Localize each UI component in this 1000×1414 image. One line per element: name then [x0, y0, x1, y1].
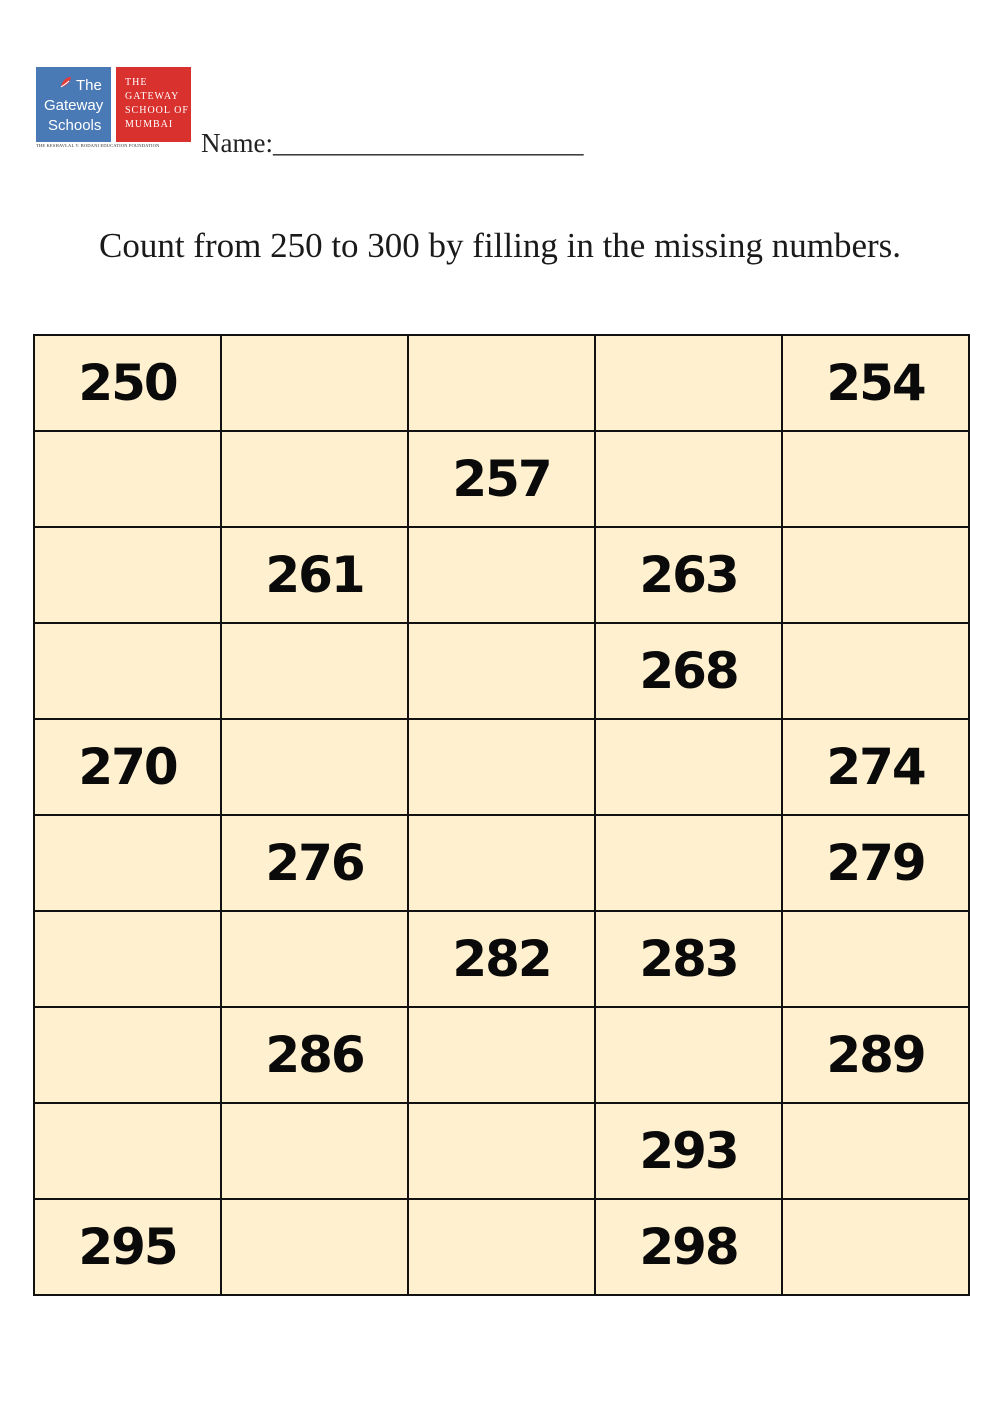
- logo-left-line1: The: [76, 77, 102, 94]
- blank-answer-cell[interactable]: [221, 1199, 408, 1295]
- blank-answer-cell[interactable]: [782, 431, 969, 527]
- grid-row: [34, 1007, 969, 1103]
- blank-answer-cell[interactable]: [34, 1103, 221, 1199]
- blank-answer-cell[interactable]: [408, 1199, 595, 1295]
- grid-row: [34, 335, 969, 431]
- blank-answer-cell[interactable]: [221, 335, 408, 431]
- blank-answer-cell[interactable]: [782, 911, 969, 1007]
- given-number-cell: 295: [34, 1199, 221, 1295]
- given-number-cell: 263: [595, 527, 782, 623]
- given-number-cell: 254: [782, 335, 969, 431]
- instruction-text: Count from 250 to 300 by filling in the missing numbers.: [98, 226, 902, 265]
- logo-right-line4: MUMBAI: [125, 119, 174, 130]
- blank-answer-cell[interactable]: [408, 1007, 595, 1103]
- school-logo: [36, 67, 192, 151]
- gateway-schools-logo: [36, 67, 111, 142]
- grid-row: [34, 719, 969, 815]
- given-number-cell: 286: [221, 1007, 408, 1103]
- gateway-school-mumbai-logo: [116, 67, 191, 142]
- logo-left-line2: Gateway: [44, 97, 104, 114]
- grid-row: [34, 527, 969, 623]
- blank-answer-cell[interactable]: [782, 1199, 969, 1295]
- leaf-icon: [60, 76, 72, 88]
- blank-answer-cell[interactable]: [408, 815, 595, 911]
- grid-row: [34, 911, 969, 1007]
- given-number-cell: 257: [408, 431, 595, 527]
- blank-answer-cell[interactable]: [34, 911, 221, 1007]
- blank-answer-cell[interactable]: [221, 623, 408, 719]
- given-number-cell: 298: [595, 1199, 782, 1295]
- blank-answer-cell[interactable]: [408, 335, 595, 431]
- blank-answer-cell[interactable]: [221, 1103, 408, 1199]
- blank-answer-cell[interactable]: [34, 431, 221, 527]
- name-field[interactable]: Name:_______________________: [201, 128, 584, 158]
- blank-answer-cell[interactable]: [782, 623, 969, 719]
- given-number-cell: 279: [782, 815, 969, 911]
- blank-answer-cell[interactable]: [595, 719, 782, 815]
- blank-answer-cell[interactable]: [408, 719, 595, 815]
- given-number-cell: 270: [34, 719, 221, 815]
- blank-answer-cell[interactable]: [34, 1007, 221, 1103]
- blank-answer-cell[interactable]: [408, 527, 595, 623]
- grid-row: [34, 1103, 969, 1199]
- given-number-cell: 282: [408, 911, 595, 1007]
- blank-answer-cell[interactable]: [595, 815, 782, 911]
- blank-answer-cell[interactable]: [34, 527, 221, 623]
- blank-answer-cell[interactable]: [782, 1103, 969, 1199]
- given-number-cell: 274: [782, 719, 969, 815]
- blank-answer-cell[interactable]: [34, 815, 221, 911]
- logo-foundation-text: THE KESHAVLAL V. BODANI EDUCATION FOUNDATION: [36, 143, 160, 148]
- blank-answer-cell[interactable]: [408, 623, 595, 719]
- given-number-cell: 268: [595, 623, 782, 719]
- logo-right-line3: SCHOOL OF: [125, 105, 189, 116]
- logo-left-line3: Schools: [48, 117, 102, 134]
- blank-answer-cell[interactable]: [221, 911, 408, 1007]
- given-number-cell: 261: [221, 527, 408, 623]
- blank-answer-cell[interactable]: [782, 527, 969, 623]
- blank-answer-cell[interactable]: [221, 719, 408, 815]
- number-grid: [33, 334, 970, 1296]
- given-number-cell: 250: [34, 335, 221, 431]
- grid-row: [34, 815, 969, 911]
- logo-right-line2: GATEWAY: [125, 91, 180, 102]
- given-number-cell: 289: [782, 1007, 969, 1103]
- logo-right-line1: THE: [125, 77, 148, 88]
- given-number-cell: 276: [221, 815, 408, 911]
- grid-row: [34, 623, 969, 719]
- blank-answer-cell[interactable]: [595, 431, 782, 527]
- grid-row: [34, 431, 969, 527]
- blank-answer-cell[interactable]: [221, 431, 408, 527]
- blank-answer-cell[interactable]: [595, 335, 782, 431]
- grid-row: [34, 1199, 969, 1295]
- blank-answer-cell[interactable]: [408, 1103, 595, 1199]
- given-number-cell: 283: [595, 911, 782, 1007]
- given-number-cell: 293: [595, 1103, 782, 1199]
- blank-answer-cell[interactable]: [34, 623, 221, 719]
- blank-answer-cell[interactable]: [595, 1007, 782, 1103]
